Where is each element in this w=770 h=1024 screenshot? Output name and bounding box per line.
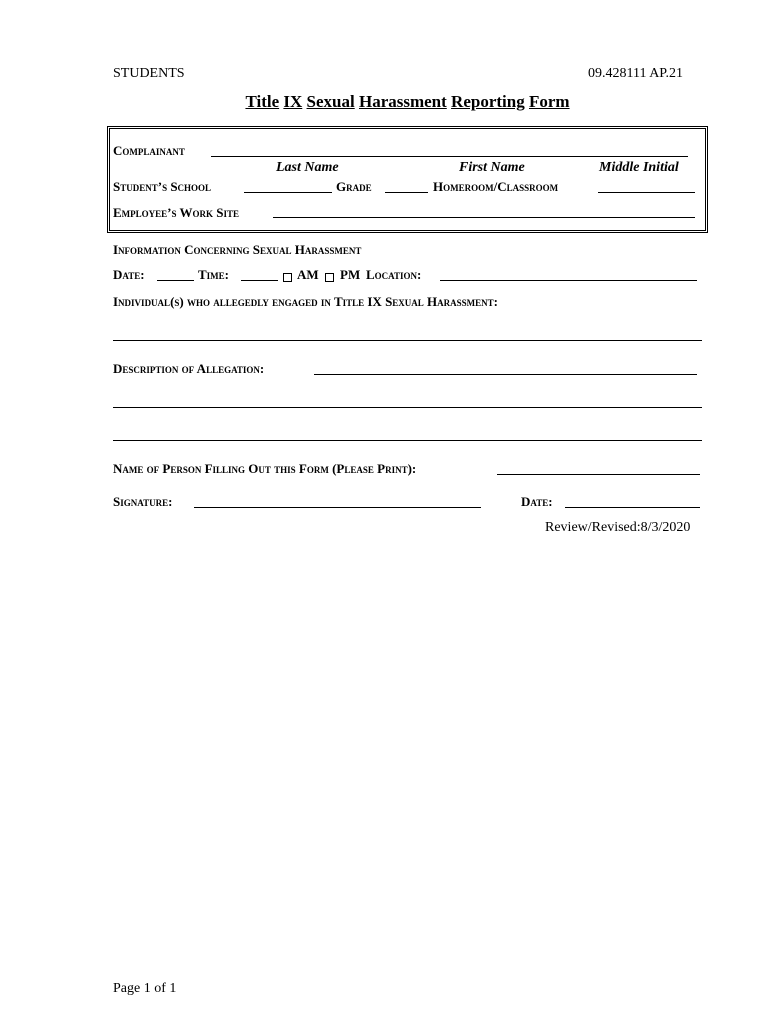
form-title [0,92,770,112]
time-label: Time: [198,267,229,282]
pm-checkbox[interactable] [325,268,334,286]
policy-code: 09.428111 AP.21 [588,66,684,81]
section-label: STUDENTS [113,66,185,81]
work-site-label: Employee’s Work Site [113,205,240,220]
pm-label: PM [340,267,361,282]
description-field-line-2[interactable] [113,407,702,408]
title-word: Sexual [306,92,355,111]
individuals-field[interactable] [113,340,702,341]
signature-date-field[interactable] [565,507,700,508]
am-checkbox[interactable] [283,268,292,286]
complainant-name-field[interactable] [211,156,688,157]
grade-label: Grade [336,179,372,194]
first-name-caption: First Name [459,160,525,175]
signature-date-label: Date: [521,494,553,509]
date-label: Date: [113,267,145,282]
title-word: Harassment [358,92,447,111]
homeroom-label: Homeroom/Classroom [433,179,559,194]
time-field[interactable] [241,280,278,281]
title-word: IX [283,92,303,111]
date-field[interactable] [157,280,194,281]
preparer-name-label: Name of Person Filling Out this Form (Please Print): [113,461,417,476]
title-word: Title [245,92,280,111]
title-word: Reporting [451,92,525,111]
title-word: Form [528,92,570,111]
individuals-label: Individual(s) who allegedly engaged in Title IX Sexual Harassment: [113,294,499,309]
revision-date: Review/Revised:8/3/2020 [545,520,691,535]
location-label: Location: [366,267,422,282]
school-label: Student’s School [113,179,212,194]
middle-initial-caption: Middle Initial [599,160,679,175]
preparer-name-field[interactable] [497,474,700,475]
grade-field[interactable] [385,192,428,193]
complainant-label: Complainant [113,143,185,158]
location-field[interactable] [440,280,697,281]
description-field-line-1[interactable] [314,374,697,375]
signature-label: Signature: [113,494,173,509]
school-field[interactable] [244,192,332,193]
last-name-caption: Last Name [276,160,339,175]
work-site-field[interactable] [273,217,695,218]
signature-field[interactable] [194,507,481,508]
am-label: AM [297,267,319,282]
info-heading: Information Concerning Sexual Harassment [113,242,362,257]
description-label: Description of Allegation: [113,361,265,376]
homeroom-field[interactable] [598,192,695,193]
description-field-line-3[interactable] [113,440,702,441]
page-number: Page 1 of 1 [113,981,177,996]
